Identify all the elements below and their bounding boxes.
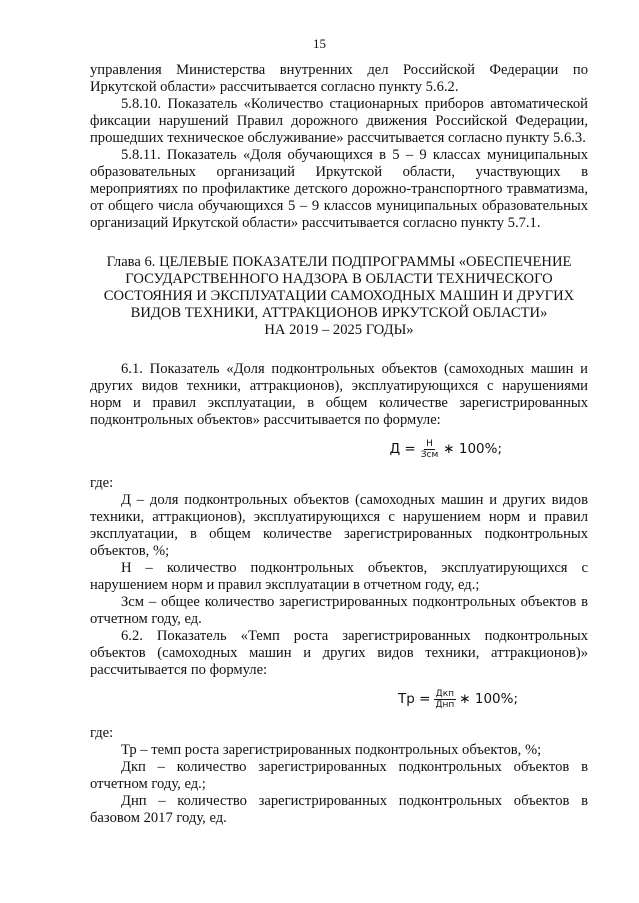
chapter-heading [90,254,588,339]
where-label: где: [90,475,114,491]
formula-fraction [419,439,441,460]
where-label: где: [90,725,114,741]
formula-6-2 [90,689,518,717]
definition-item: Н – количество подконтрольных объектов, эксплуатирующихся с нарушением норм и правил эксплуатации в отчетном году, ед.; [90,560,588,593]
formula-lhs: Тр = [398,691,431,707]
formula-denominator: Зсм [420,450,439,460]
definition-item: Д – доля подконтрольных объектов (самоходных машин и других видов техники, аттракционов), эксплуатирующихся с нарушением норм и правил эксплуатации, в общем количестве зарегистрированных подконтрольных объектов, %; [90,492,588,559]
formula-lhs: Д = [389,441,416,457]
definition-item: Дкп – количество зарегистрированных подконтрольных объектов в отчетном году, ед.; [90,759,588,792]
formula-rhs: ∗ 100%; [443,441,502,457]
heading-line: Глава 6. ЦЕЛЕВЫЕ ПОКАЗАТЕЛИ ПОДПРОГРАММЫ «ОБЕСПЕЧЕНИЕ [106,254,572,270]
definition-item: Тр – темп роста зарегистрированных подконтрольных объектов, %; [121,742,542,758]
paragraph-5-8-11: 5.8.11. Показатель «Доля обучающихся в 5 – 9 классах муниципальных образовательных организаций Иркутской области, участвующих в мероприятиях по профилактике детского дорожно-транспортного травматизма, от общего числа обучающихся 5 – 9 классов муниципальных образовательных организаций Иркутской области» рассчитывается согласно пункту 5.7.1. [90,147,588,231]
page-number: 15 [313,36,326,51]
paragraph-5-8-10: 5.8.10. Показатель «Количество стационарных приборов автоматической фиксации нарушений Правил дорожного движения Российской Федерации, прошедших техническое обслуживание» рассчитывается согласно пункту 5.6.3. [90,96,588,146]
formula-denominator: Днп [435,700,455,710]
paragraph-6-2: 6.2. Показатель «Темп роста зарегистрированных подконтрольных объектов (самоходных машин и других видов техники, аттракционов)» рассчитывается по формуле: [90,628,588,678]
heading-line: СОСТОЯНИЯ И ЭКСПЛУАТАЦИИ САМОХОДНЫХ МАШИН И ДРУГИХ [103,288,575,304]
formula-6-1 [90,439,502,467]
definition-item: Зсм – общее количество зарегистрированных подконтрольных объектов в отчетном году, ед. [90,594,588,627]
heading-line: ГОСУДАРСТВЕННОГО НАДЗОРА В ОБЛАСТИ ТЕХНИЧЕСКОГО [125,271,553,287]
heading-line: ВИДОВ ТЕХНИКИ, АТТРАКЦИОНОВ ИРКУТСКОЙ ОБЛАСТИ» [130,305,548,321]
heading-line: НА 2019 – 2025 ГОДЫ» [264,322,414,338]
formula-rhs: ∗ 100%; [459,691,518,707]
document-body [90,62,588,827]
paragraph-continuation: управления Министерства внутренних дел Российской Федерации по Иркутской области» рассчитывается согласно пункту 5.6.2. [90,62,588,95]
formula-fraction [433,689,456,710]
formula-numerator: Н [426,439,433,449]
definition-item: Днп – количество зарегистрированных подконтрольных объектов в базовом 2017 году, ед. [90,793,588,826]
formula-numerator: Дкп [435,689,455,699]
paragraph-6-1: 6.1. Показатель «Доля подконтрольных объектов (самоходных машин и других видов техники, аттракционов), эксплуатирующихся с нарушениями норм и правил эксплуатации, в общем количестве зарегистрированных подконтрольных объектов» рассчитывается по формуле: [90,361,588,428]
